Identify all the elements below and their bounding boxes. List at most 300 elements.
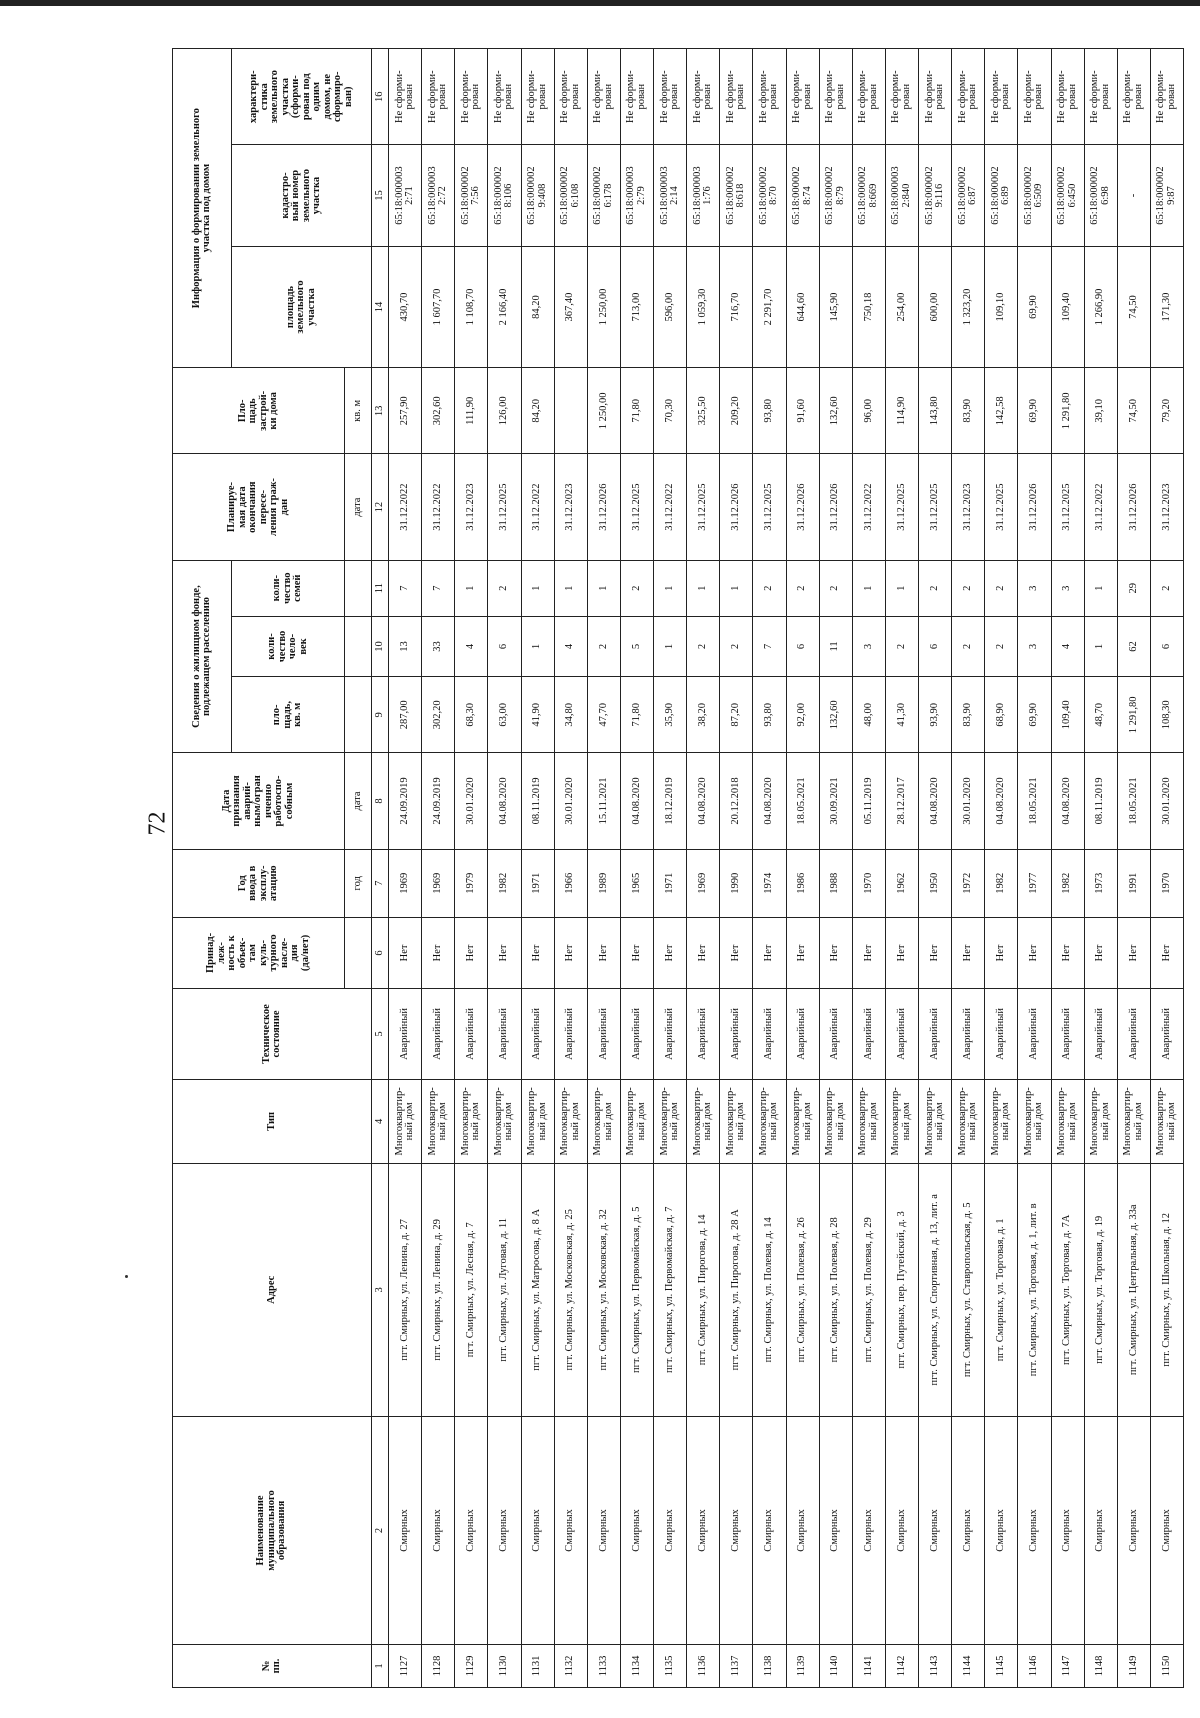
col-header-land-char: характери- стика земельного участка (сформи- рован под одним домом, не сформиро- ван) (232, 49, 372, 145)
cell-built-area: 111,90 (455, 368, 488, 454)
cell-no: 1149 (1117, 1644, 1150, 1687)
cell-land-area: 84,20 (521, 246, 554, 368)
cell-fund-area: 63,00 (488, 677, 521, 753)
cell-tech-state: Аварийный (1051, 988, 1084, 1079)
cell-tech-state: Аварийный (422, 988, 455, 1079)
cell-planned-end: 31.12.2025 (687, 454, 720, 560)
col-header-cadastral: кадастро- вый номер земельного участка (232, 145, 372, 246)
cell-fund-area: 41,90 (521, 677, 554, 753)
col-header-emergency-date: Дата признания аварий- ным/огран иченно работоспо- собным (173, 753, 345, 849)
col-header-year-built: Год ввода в эксплу- атацию (173, 849, 345, 917)
cell-land-area: 145,90 (819, 246, 852, 368)
scan-speck (125, 1275, 128, 1278)
cell-tech-state: Аварийный (786, 988, 819, 1079)
cell-heritage: Нет (587, 917, 620, 988)
cell-address: пгт. Смирных, ул. Пирогова, д. 14 (687, 1163, 720, 1416)
cell-fund-families: 7 (422, 560, 455, 616)
col-header-heritage: Принад- леж- ность к объек- там куль- турного насле- дия (да/нет) (173, 917, 345, 988)
cell-year-built: 1971 (521, 849, 554, 917)
cell-year-built: 1966 (554, 849, 587, 917)
cell-tech-state: Аварийный (819, 988, 852, 1079)
cell-built-area: 91,60 (786, 368, 819, 454)
cell-type: Многоквартир- ный дом (587, 1080, 620, 1164)
cell-address: пгт. Смирных, ул. Полевая, д. 28 (819, 1163, 852, 1416)
cell-land-area: 430,70 (389, 246, 422, 368)
cell-planned-end: 31.12.2026 (786, 454, 819, 560)
cell-no: 1136 (687, 1644, 720, 1687)
cell-land-char: Не сформи- рован (587, 49, 620, 145)
cell-address: пгт. Смирных, ул. Полевая, д. 26 (786, 1163, 819, 1416)
cell-tech-state: Аварийный (554, 988, 587, 1079)
housing-registry-table (172, 48, 1184, 1688)
cell-no: 1139 (786, 1644, 819, 1687)
table-row (1084, 49, 1117, 1688)
cell-land-char: Не сформи- рован (554, 49, 587, 145)
cell-tech-state: Аварийный (587, 988, 620, 1079)
cell-heritage: Нет (1018, 917, 1051, 988)
cell-emergency-date: 24.09.2019 (422, 753, 455, 849)
cell-tech-state: Аварийный (885, 988, 918, 1079)
cell-type: Многоквартир- ный дом (554, 1080, 587, 1164)
cell-planned-end: 31.12.2025 (620, 454, 653, 560)
table-row (654, 49, 687, 1688)
cell-municipality: Смирных (488, 1416, 521, 1644)
cell-heritage: Нет (1084, 917, 1117, 988)
cell-planned-end: 31.12.2023 (952, 454, 985, 560)
cell-fund-area: 38,20 (687, 677, 720, 753)
cell-fund-people: 3 (1018, 616, 1051, 677)
cell-fund-people: 6 (1150, 616, 1183, 677)
cell-fund-area: 93,80 (753, 677, 786, 753)
cell-type: Многоквартир- ный дом (852, 1080, 885, 1164)
cell-heritage: Нет (1051, 917, 1084, 988)
cell-tech-state: Аварийный (687, 988, 720, 1079)
cell-year-built: 1972 (952, 849, 985, 917)
col-header-municipality: Наименование муниципального образования (173, 1416, 372, 1644)
cell-emergency-date: 30.01.2020 (952, 753, 985, 849)
cell-land-char: Не сформи- рован (1084, 49, 1117, 145)
cell-land-area: 600,00 (919, 246, 952, 368)
unit-sqm: кв. м (345, 368, 372, 454)
cell-land-char: Не сформи- рован (786, 49, 819, 145)
cell-cadastral: 65:18:000002 8:79 (819, 145, 852, 246)
cell-planned-end: 31.12.2026 (587, 454, 620, 560)
cell-type: Многоквартир- ный дом (654, 1080, 687, 1164)
cell-built-area: 325,50 (687, 368, 720, 454)
cell-emergency-date: 30.01.2020 (455, 753, 488, 849)
cell-cadastral: 65:18:000002 6:89 (985, 145, 1018, 246)
col-header-housing-fund: Сведения о жилищном фонде, подлежащем расселению (173, 560, 232, 753)
cell-fund-area: 69,90 (1018, 677, 1051, 753)
cell-type: Многоквартир- ный дом (389, 1080, 422, 1164)
cell-land-char: Не сформи- рован (654, 49, 687, 145)
cell-fund-people: 1 (521, 616, 554, 677)
cell-land-char: Не сформи- рован (720, 49, 753, 145)
cell-year-built: 1971 (654, 849, 687, 917)
cell-tech-state: Аварийный (488, 988, 521, 1079)
cell-cadastral: 65:18:000002 8:74 (786, 145, 819, 246)
cell-municipality: Смирных (521, 1416, 554, 1644)
cell-land-area: 74,50 (1117, 246, 1150, 368)
cell-fund-area: 83,90 (952, 677, 985, 753)
cell-built-area: 84,20 (521, 368, 554, 454)
cell-fund-area: 302,20 (422, 677, 455, 753)
cell-cadastral: 65:18:000002 6:108 (554, 145, 587, 246)
cell-no: 1135 (654, 1644, 687, 1687)
cell-land-area: 109,40 (1051, 246, 1084, 368)
cell-planned-end: 31.12.2023 (1150, 454, 1183, 560)
cell-fund-families: 1 (720, 560, 753, 616)
column-number: 2 (372, 1416, 389, 1644)
cell-municipality: Смирных (753, 1416, 786, 1644)
table-row (455, 49, 488, 1688)
cell-municipality: Смирных (587, 1416, 620, 1644)
unit-fund-empty-3 (345, 560, 372, 616)
cell-planned-end: 31.12.2023 (554, 454, 587, 560)
cell-land-char: Не сформи- рован (985, 49, 1018, 145)
cell-address: пгт. Смирных, ул. Центральная, д. 33а (1117, 1163, 1150, 1416)
table-body (389, 49, 1184, 1688)
cell-address: пгт. Смирных, ул. Матросова, д. 8 А (521, 1163, 554, 1416)
cell-emergency-date: 24.09.2019 (389, 753, 422, 849)
cell-municipality: Смирных (885, 1416, 918, 1644)
cell-fund-families: 1 (1084, 560, 1117, 616)
cell-fund-people: 13 (389, 616, 422, 677)
cell-no: 1150 (1150, 1644, 1183, 1687)
cell-planned-end: 31.12.2022 (521, 454, 554, 560)
cell-tech-state: Аварийный (521, 988, 554, 1079)
cell-planned-end: 31.12.2023 (455, 454, 488, 560)
cell-fund-families: 2 (620, 560, 653, 616)
cell-heritage: Нет (1150, 917, 1183, 988)
cell-built-area (554, 368, 587, 454)
cell-no: 1128 (422, 1644, 455, 1687)
cell-municipality: Смирных (852, 1416, 885, 1644)
cell-address: пгт. Смирных, ул. Первомайская, д. 7 (654, 1163, 687, 1416)
cell-emergency-date: 08.11.2019 (521, 753, 554, 849)
cell-emergency-date: 04.08.2020 (753, 753, 786, 849)
cell-municipality: Смирных (985, 1416, 1018, 1644)
table-row (1117, 49, 1150, 1688)
cell-fund-families: 1 (587, 560, 620, 616)
cell-built-area: 70,30 (654, 368, 687, 454)
cell-fund-people: 33 (422, 616, 455, 677)
unit-fund-empty-1 (345, 677, 372, 753)
column-number: 3 (372, 1163, 389, 1416)
cell-fund-families: 1 (455, 560, 488, 616)
cell-address: пгт. Смирных, ул. Торговая, д. 19 (1084, 1163, 1117, 1416)
cell-no: 1131 (521, 1644, 554, 1687)
cell-land-area: 713,00 (620, 246, 653, 368)
unit-date: дата (345, 753, 372, 849)
cell-land-char: Не сформи- рован (852, 49, 885, 145)
cell-land-area: 171,30 (1150, 246, 1183, 368)
cell-no: 1143 (919, 1644, 952, 1687)
cell-built-area: 142,58 (985, 368, 1018, 454)
cell-municipality: Смирных (654, 1416, 687, 1644)
cell-land-area: 367,40 (554, 246, 587, 368)
cell-heritage: Нет (455, 917, 488, 988)
cell-land-area: 2 291,70 (753, 246, 786, 368)
cell-tech-state: Аварийный (1150, 988, 1183, 1079)
cell-municipality: Смирных (819, 1416, 852, 1644)
cell-emergency-date: 28.12.2017 (885, 753, 918, 849)
cell-emergency-date: 20.12.2018 (720, 753, 753, 849)
cell-fund-people: 6 (919, 616, 952, 677)
cell-type: Многоквартир- ный дом (885, 1080, 918, 1164)
cell-year-built: 1986 (786, 849, 819, 917)
cell-municipality: Смирных (455, 1416, 488, 1644)
cell-fund-families: 1 (852, 560, 885, 616)
column-number: 10 (372, 616, 389, 677)
cell-fund-families: 2 (919, 560, 952, 616)
cell-cadastral: 65:18:000003 2:14 (654, 145, 687, 246)
cell-fund-families: 1 (885, 560, 918, 616)
cell-cadastral: 65:18:000002 9:116 (919, 145, 952, 246)
cell-heritage: Нет (554, 917, 587, 988)
cell-planned-end: 31.12.2025 (885, 454, 918, 560)
cell-fund-families: 29 (1117, 560, 1150, 616)
cell-built-area: 1 291,80 (1051, 368, 1084, 454)
cell-fund-area: 87,20 (720, 677, 753, 753)
cell-no: 1137 (720, 1644, 753, 1687)
cell-land-area: 1 108,70 (455, 246, 488, 368)
cell-land-char: Не сформи- рован (1018, 49, 1051, 145)
cell-fund-people: 11 (819, 616, 852, 677)
cell-land-area: 1 266,90 (1084, 246, 1117, 368)
cell-year-built: 1973 (1084, 849, 1117, 917)
cell-no: 1146 (1018, 1644, 1051, 1687)
cell-type: Многоквартир- ный дом (455, 1080, 488, 1164)
unit-heritage-empty (345, 917, 372, 988)
cell-address: пгт. Смирных, пер. Путейский, д. 3 (885, 1163, 918, 1416)
cell-address: пгт. Смирных, ул. Спортивная, д. 13, лит. а (919, 1163, 952, 1416)
cell-fund-people: 2 (952, 616, 985, 677)
col-header-land-area: площадь земельного участка (232, 246, 372, 368)
cell-year-built: 1974 (753, 849, 786, 917)
cell-no: 1133 (587, 1644, 620, 1687)
cell-year-built: 1970 (1150, 849, 1183, 917)
cell-type: Многоквартир- ный дом (786, 1080, 819, 1164)
column-number-row (372, 49, 389, 1688)
cell-heritage: Нет (620, 917, 653, 988)
cell-cadastral: 65:18:000003 2:71 (389, 145, 422, 246)
cell-fund-area: 68,30 (455, 677, 488, 753)
cell-cadastral: 65:18:000003 1:76 (687, 145, 720, 246)
column-number: 14 (372, 246, 389, 368)
cell-fund-people: 2 (885, 616, 918, 677)
cell-no: 1138 (753, 1644, 786, 1687)
cell-fund-area: 34,80 (554, 677, 587, 753)
cell-emergency-date: 30.01.2020 (1150, 753, 1183, 849)
cell-built-area: 302,60 (422, 368, 455, 454)
col-header-address: Адрес (173, 1163, 372, 1416)
cell-municipality: Смирных (389, 1416, 422, 1644)
table-row (521, 49, 554, 1688)
table-row (786, 49, 819, 1688)
cell-no: 1134 (620, 1644, 653, 1687)
cell-land-area: 716,70 (720, 246, 753, 368)
cell-type: Многоквартир- ный дом (753, 1080, 786, 1164)
cell-heritage: Нет (753, 917, 786, 988)
cell-fund-people: 3 (852, 616, 885, 677)
table-row (885, 49, 918, 1688)
cell-planned-end: 31.12.2022 (422, 454, 455, 560)
cell-type: Многоквартир- ный дом (1150, 1080, 1183, 1164)
cell-year-built: 1962 (885, 849, 918, 917)
table-row (1018, 49, 1051, 1688)
cell-emergency-date: 08.11.2019 (1084, 753, 1117, 849)
cell-heritage: Нет (687, 917, 720, 988)
cell-type: Многоквартир- ный дом (819, 1080, 852, 1164)
cell-built-area: 143,80 (919, 368, 952, 454)
cell-tech-state: Аварийный (455, 988, 488, 1079)
cell-fund-area: 68,90 (985, 677, 1018, 753)
cell-year-built: 1950 (919, 849, 952, 917)
cell-address: пгт. Смирных, ул. Московская, д. 25 (554, 1163, 587, 1416)
cell-year-built: 1991 (1117, 849, 1150, 917)
cell-no: 1145 (985, 1644, 1018, 1687)
cell-fund-people: 4 (455, 616, 488, 677)
cell-type: Многоквартир- ный дом (985, 1080, 1018, 1164)
table-row (1150, 49, 1183, 1688)
col-header-planned-end: Планируе- мая дата окончания пересе- ления граж- дан (173, 454, 345, 560)
cell-built-area: 114,90 (885, 368, 918, 454)
cell-emergency-date: 04.08.2020 (488, 753, 521, 849)
cell-built-area: 126,00 (488, 368, 521, 454)
cell-emergency-date: 04.08.2020 (620, 753, 653, 849)
cell-address: пгт. Смирных, ул. Торговая, д. 1 (985, 1163, 1018, 1416)
cell-cadastral: 65:18:000002 6:98 (1084, 145, 1117, 246)
cell-fund-area: 48,00 (852, 677, 885, 753)
cell-land-char: Не сформи- рован (422, 49, 455, 145)
cell-municipality: Смирных (1018, 1416, 1051, 1644)
cell-year-built: 1977 (1018, 849, 1051, 917)
cell-no: 1142 (885, 1644, 918, 1687)
cell-land-area: 2 166,40 (488, 246, 521, 368)
cell-fund-families: 1 (654, 560, 687, 616)
cell-cadastral: 65:18:000003 2:840 (885, 145, 918, 246)
cell-fund-people: 2 (687, 616, 720, 677)
cell-fund-area: 35,90 (654, 677, 687, 753)
cell-address: пгт. Смирных, ул. Лесная, д. 7 (455, 1163, 488, 1416)
cell-planned-end: 31.12.2025 (919, 454, 952, 560)
table-row (687, 49, 720, 1688)
cell-heritage: Нет (885, 917, 918, 988)
cell-cadastral: 65:18:000002 8:669 (852, 145, 885, 246)
cell-municipality: Смирных (1051, 1416, 1084, 1644)
cell-planned-end: 31.12.2022 (1084, 454, 1117, 560)
cell-year-built: 1982 (488, 849, 521, 917)
cell-tech-state: Аварийный (852, 988, 885, 1079)
cell-land-char: Не сформи- рован (687, 49, 720, 145)
cell-year-built: 1989 (587, 849, 620, 917)
cell-address: пгт. Смирных, ул. Московская, д. 32 (587, 1163, 620, 1416)
cell-heritage: Нет (654, 917, 687, 988)
cell-type: Многоквартир- ный дом (1018, 1080, 1051, 1164)
column-number: 8 (372, 753, 389, 849)
table-row (753, 49, 786, 1688)
cell-emergency-date: 04.08.2020 (687, 753, 720, 849)
cell-type: Многоквартир- ный дом (919, 1080, 952, 1164)
cell-municipality: Смирных (554, 1416, 587, 1644)
cell-year-built: 1990 (720, 849, 753, 917)
cell-planned-end: 31.12.2022 (852, 454, 885, 560)
cell-built-area: 79,20 (1150, 368, 1183, 454)
cell-emergency-date: 05.11.2019 (852, 753, 885, 849)
cell-fund-area: 108,30 (1150, 677, 1183, 753)
cell-heritage: Нет (720, 917, 753, 988)
cell-land-char: Не сформи- рован (919, 49, 952, 145)
col-header-fund-families: коли- чество семей (232, 560, 345, 616)
unit-date-2: дата (345, 454, 372, 560)
cell-planned-end: 31.12.2025 (985, 454, 1018, 560)
cell-fund-people: 4 (1051, 616, 1084, 677)
cell-fund-area: 287,00 (389, 677, 422, 753)
cell-planned-end: 31.12.2025 (488, 454, 521, 560)
cell-type: Многоквартир- ный дом (687, 1080, 720, 1164)
col-header-type: Тип (173, 1080, 372, 1164)
cell-municipality: Смирных (720, 1416, 753, 1644)
cell-fund-people: 62 (1117, 616, 1150, 677)
cell-cadastral: 65:18:000003 2:72 (422, 145, 455, 246)
table-row (1051, 49, 1084, 1688)
cell-fund-people: 2 (720, 616, 753, 677)
column-number: 12 (372, 454, 389, 560)
col-header-no: № пп. (173, 1644, 372, 1687)
cell-fund-families: 3 (1018, 560, 1051, 616)
cell-year-built: 1969 (389, 849, 422, 917)
cell-planned-end: 31.12.2026 (720, 454, 753, 560)
cell-planned-end: 31.12.2022 (389, 454, 422, 560)
cell-emergency-date: 30.01.2020 (554, 753, 587, 849)
cell-fund-families: 2 (786, 560, 819, 616)
cell-municipality: Смирных (687, 1416, 720, 1644)
cell-fund-people: 4 (554, 616, 587, 677)
column-number: 16 (372, 49, 389, 145)
col-header-fund-area: пло- щадь, кв. м (232, 677, 345, 753)
table-row (422, 49, 455, 1688)
column-number: 7 (372, 849, 389, 917)
cell-fund-families: 1 (687, 560, 720, 616)
cell-emergency-date: 15.11.2021 (587, 753, 620, 849)
cell-emergency-date: 18.05.2021 (1117, 753, 1150, 849)
col-header-built-area: Пло- щадь застрой- ки дома (173, 368, 345, 454)
cell-heritage: Нет (819, 917, 852, 988)
cell-cadastral: 65:18:000002 6:450 (1051, 145, 1084, 246)
cell-type: Многоквартир- ный дом (1084, 1080, 1117, 1164)
column-number: 5 (372, 988, 389, 1079)
cell-tech-state: Аварийный (389, 988, 422, 1079)
top-edge-bar (0, 0, 1200, 6)
cell-fund-area: 92,00 (786, 677, 819, 753)
cell-built-area: 132,60 (819, 368, 852, 454)
cell-cadastral: 65:18:000002 8:70 (753, 145, 786, 246)
cell-cadastral: 65:18:000002 9:87 (1150, 145, 1183, 246)
cell-no: 1148 (1084, 1644, 1117, 1687)
cell-municipality: Смирных (620, 1416, 653, 1644)
cell-fund-people: 5 (620, 616, 653, 677)
cell-planned-end: 31.12.2026 (1018, 454, 1051, 560)
cell-land-area: 254,00 (885, 246, 918, 368)
cell-fund-families: 7 (389, 560, 422, 616)
cell-emergency-date: 04.08.2020 (919, 753, 952, 849)
cell-land-char: Не сформи- рован (1051, 49, 1084, 145)
table-row (952, 49, 985, 1688)
cell-type: Многоквартир- ный дом (1117, 1080, 1150, 1164)
cell-type: Многоквартир- ный дом (422, 1080, 455, 1164)
cell-year-built: 1982 (1051, 849, 1084, 917)
